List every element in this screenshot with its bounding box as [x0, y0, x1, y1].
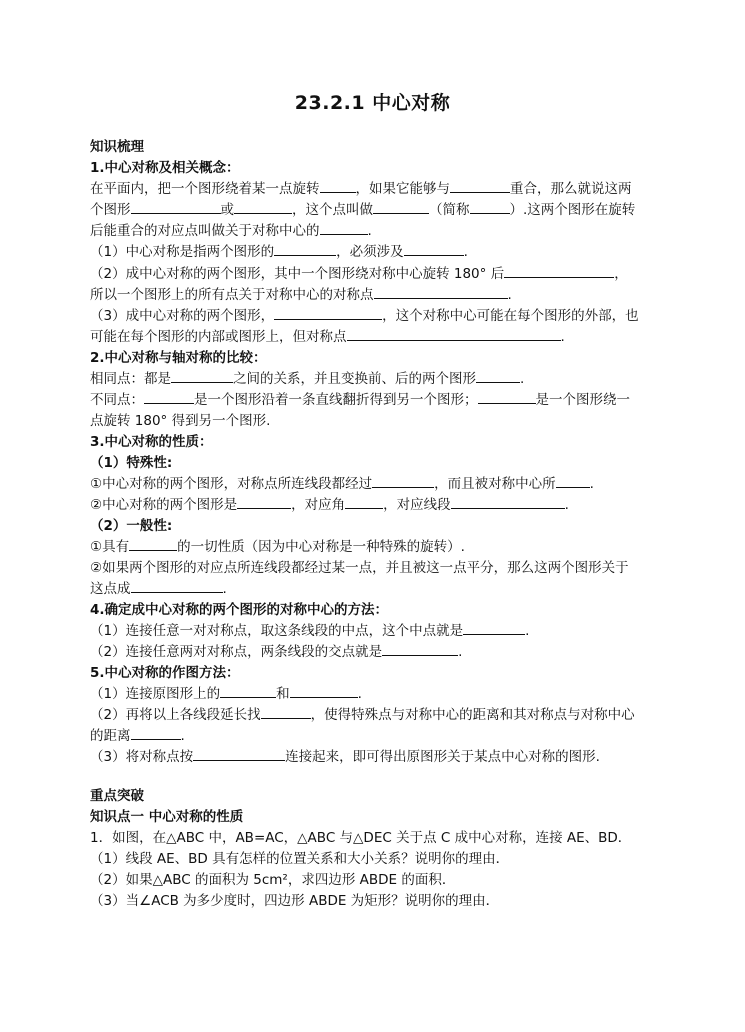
- text-line: 点旋转 180° 得到另一个图形.: [90, 413, 271, 429]
- blank-field[interactable]: [476, 369, 520, 383]
- blank-field[interactable]: [290, 684, 358, 698]
- text-line: （1）连接任意一对对称点，取这条线段的中点，这个中点就是 .: [90, 623, 530, 639]
- text-line: （2）成中心对称的两个图形，其中一个图形绕对称中心旋转 180° 后 ，: [90, 266, 628, 282]
- blank-field[interactable]: [463, 621, 525, 635]
- blank-field[interactable]: [193, 747, 285, 761]
- section-heading-review: 知识梳理: [90, 139, 144, 155]
- blank-field[interactable]: [374, 285, 508, 299]
- knowledge-point-title: 知识点一 中心对称的性质: [90, 809, 244, 825]
- text-line: （3）将对称点按 连接起来，即可得出原图形关于某点中心对称的图形.: [90, 749, 600, 765]
- blank-field[interactable]: [372, 474, 434, 488]
- blank-field[interactable]: [347, 327, 561, 341]
- page-title: 23.2.1 中心对称: [294, 92, 451, 114]
- blank-field[interactable]: [556, 474, 590, 488]
- text-line: 的距离 .: [90, 728, 185, 744]
- blank-field[interactable]: [382, 642, 458, 656]
- blank-field[interactable]: [404, 242, 464, 256]
- blank-field[interactable]: [274, 242, 336, 256]
- blank-field[interactable]: [220, 684, 276, 698]
- blank-field[interactable]: [504, 264, 614, 278]
- text-line: 不同点： 是一个图形沿着一条直线翻折得到另一个图形； 是一个图形绕一: [90, 392, 630, 408]
- blank-field[interactable]: [345, 495, 383, 509]
- question-part: （1）线段 AE、BD 具有怎样的位置关系和大小关系？说明你的理由．: [90, 851, 510, 867]
- subheading-construction: 5.中心对称的作图方法：: [90, 665, 240, 681]
- text-line: 后能重合的对应点叫做关于对称中心的 .: [90, 223, 372, 239]
- blank-field[interactable]: [320, 221, 368, 235]
- question-part: （2）如果△ABC 的面积为 5cm²，求四边形 ABDE 的面积．: [90, 872, 456, 888]
- text-line: 所以一个图形上的所有点关于对称中心的对称点 .: [90, 287, 512, 303]
- text-line: 个图形 或 ，这个点叫做 （简称 ）.这两个图形在旋转: [90, 202, 636, 218]
- subheading-general: （2）一般性:: [90, 518, 173, 534]
- blank-field[interactable]: [129, 537, 177, 551]
- text-line: （2）再将以上各线段延长找 ，使得特殊点与对称中心的距离和其对称点与对称中心: [90, 707, 635, 723]
- text-line: ①中心对称的两个图形，对称点所连线段都经过 ，而且被对称中心所 .: [90, 476, 594, 492]
- text-line: （2）连接任意两对对称点，两条线段的交点就是 .: [90, 644, 463, 660]
- subheading-find-center: 4.确定成中心对称的两个图形的对称中心的方法：: [90, 602, 389, 618]
- subheading-special: （1）特殊性:: [90, 455, 173, 471]
- text-line: 在平面内，把一个图形绕着某一点旋转 ，如果它能够与 重合，那么就说这两: [90, 181, 632, 197]
- blank-field[interactable]: [131, 579, 223, 593]
- blank-field[interactable]: [131, 726, 181, 740]
- blank-field[interactable]: [261, 705, 311, 719]
- text-line: （1）连接原图形上的 和 .: [90, 686, 362, 702]
- blank-field[interactable]: [234, 200, 292, 214]
- blank-field[interactable]: [237, 495, 291, 509]
- blank-field[interactable]: [144, 390, 194, 404]
- question-text: 1．如图，在△ABC 中，AB=AC，△ABC 与△DEC 关于点 C 成中心对称，连接 AE、BD．: [90, 830, 632, 846]
- blank-field[interactable]: [373, 200, 429, 214]
- blank-field[interactable]: [470, 200, 510, 214]
- question-part: （3）当∠ACB 为多少度时，四边形 ABDE 为矩形？说明你的理由．: [90, 893, 500, 909]
- text-line: ①具有 的一切性质（因为中心对称是一种特殊的旋转）.: [90, 539, 465, 555]
- subheading-properties: 3.中心对称的性质：: [90, 434, 213, 450]
- subheading-comparison: 2.中心对称与轴对称的比较：: [90, 350, 267, 366]
- blank-field[interactable]: [320, 179, 356, 193]
- text-line: （3）成中心对称的两个图形， ，这个对称中心可能在每个图形的外部，也: [90, 308, 639, 324]
- text-line: ②如果两个图形的对应点所连线段都经过某一点，并且被这一点平分，那么这两个图形关于: [90, 560, 629, 576]
- text-line: 这点成 .: [90, 581, 227, 597]
- blank-field[interactable]: [274, 306, 382, 320]
- blank-field[interactable]: [131, 200, 221, 214]
- blank-field[interactable]: [478, 390, 536, 404]
- subheading-concepts: 1.中心对称及相关概念：: [90, 160, 240, 176]
- text-line: （1）中心对称是指两个图形的 ，必须涉及 .: [90, 244, 468, 260]
- text-line: 可能在每个图形的内部或图形上，但对称点 .: [90, 329, 565, 345]
- blank-field[interactable]: [450, 179, 510, 193]
- text-line: ②中心对称的两个图形是 ，对应角 ，对应线段 .: [90, 497, 569, 513]
- text-line: 相同点：都是 之间的关系，并且变换前、后的两个图形 .: [90, 371, 525, 387]
- section-heading-key-points: 重点突破: [90, 788, 144, 804]
- blank-field[interactable]: [451, 495, 565, 509]
- blank-field[interactable]: [171, 369, 233, 383]
